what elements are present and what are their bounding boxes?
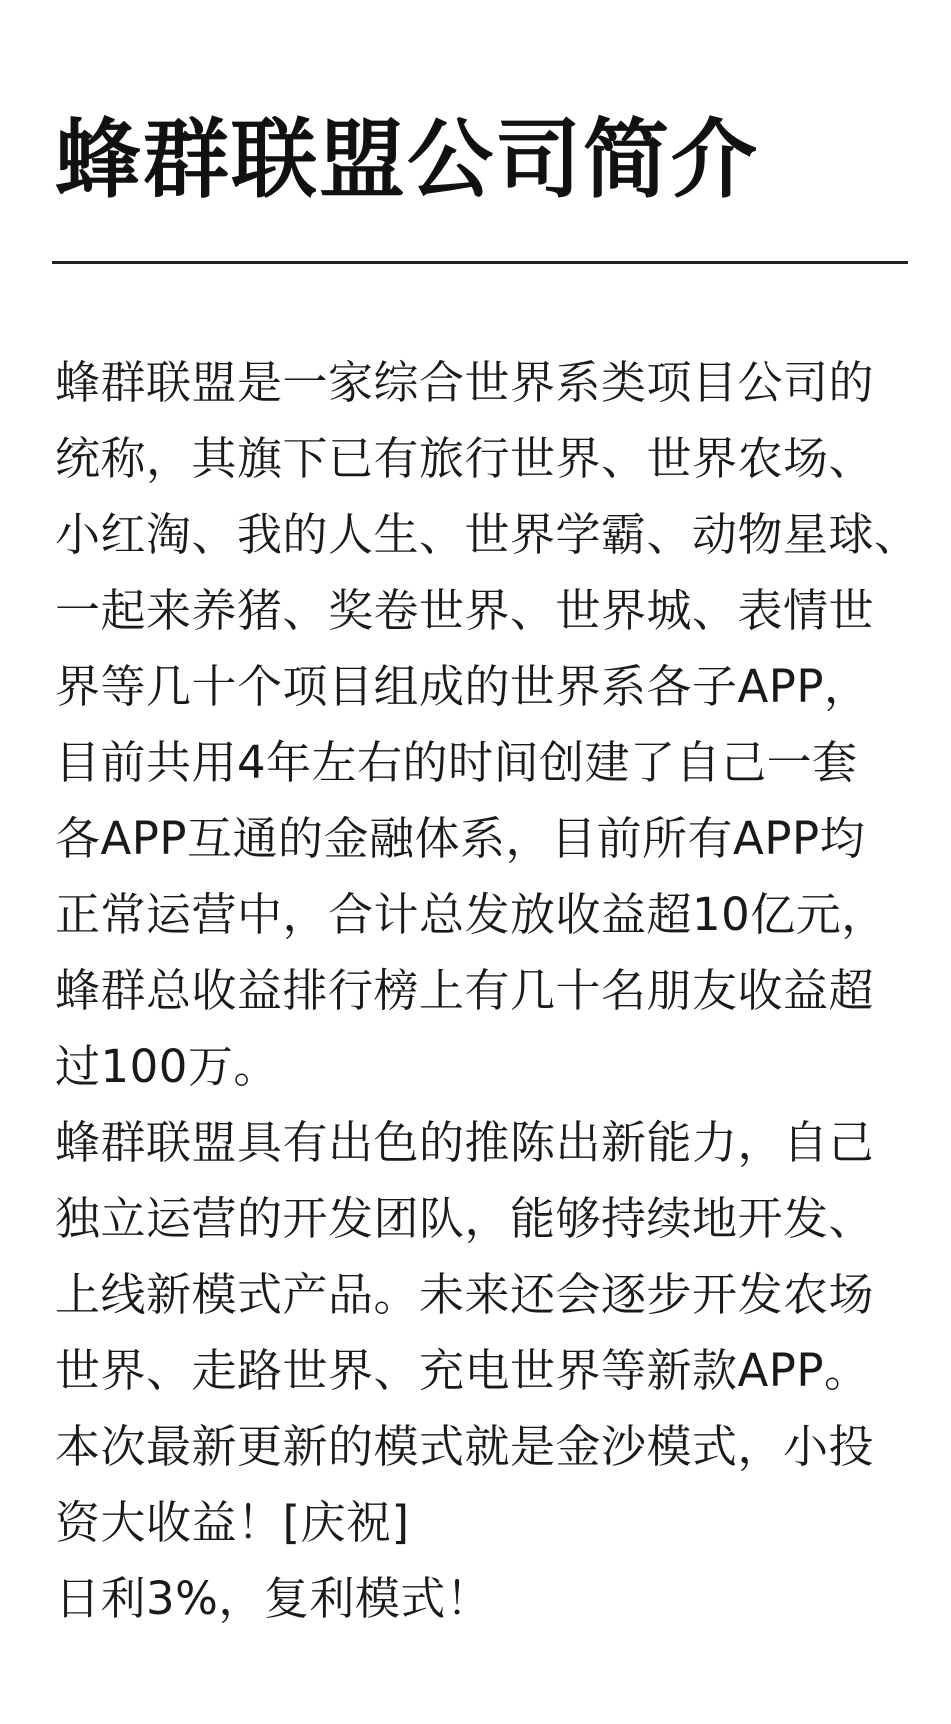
text-line: 独立运营的开发团队，能够持续地开发、 <box>55 1192 875 1245</box>
text-line: 界等几十个项目组成的世界系各子APP， <box>55 660 870 713</box>
text-line: 正常运营中，合计总发放收益超10亿元， <box>55 888 887 941</box>
text-line: 小红淘、我的人生、世界学霸、动物星球、 <box>55 508 920 561</box>
text-line: 上线新模式产品。未来还会逐步开发农场 <box>55 1268 875 1321</box>
text-line: 资大收益！[庆祝] <box>55 1496 410 1549</box>
text-line: 各APP互通的金融体系，目前所有APP均 <box>55 812 866 865</box>
article-body <box>55 345 920 1637</box>
text-line: 蜂群联盟是一家综合世界系类项目公司的 <box>55 356 875 409</box>
text-line: 世界、走路世界、充电世界等新款APP。 <box>55 1344 870 1397</box>
text-line: 蜂群联盟具有出色的推陈出新能力，自己 <box>55 1116 875 1169</box>
text-line: 目前共用4年左右的时间创建了自己一套 <box>55 736 858 789</box>
text-line: 一起来养猪、奖卷世界、世界城、表情世 <box>55 584 875 637</box>
text-line: 蜂群总收益排行榜上有几十名朋友收益超 <box>55 964 875 1017</box>
page-title: 蜂群联盟公司简介 <box>55 110 759 210</box>
text-line: 本次最新更新的模式就是金沙模式，小投 <box>55 1420 875 1473</box>
title-divider <box>52 261 908 264</box>
text-line: 统称，其旗下已有旅行世界、世界农场、 <box>55 432 875 485</box>
text-line: 过100万。 <box>55 1040 279 1093</box>
text-line: 日利3%，复利模式！ <box>55 1572 492 1625</box>
